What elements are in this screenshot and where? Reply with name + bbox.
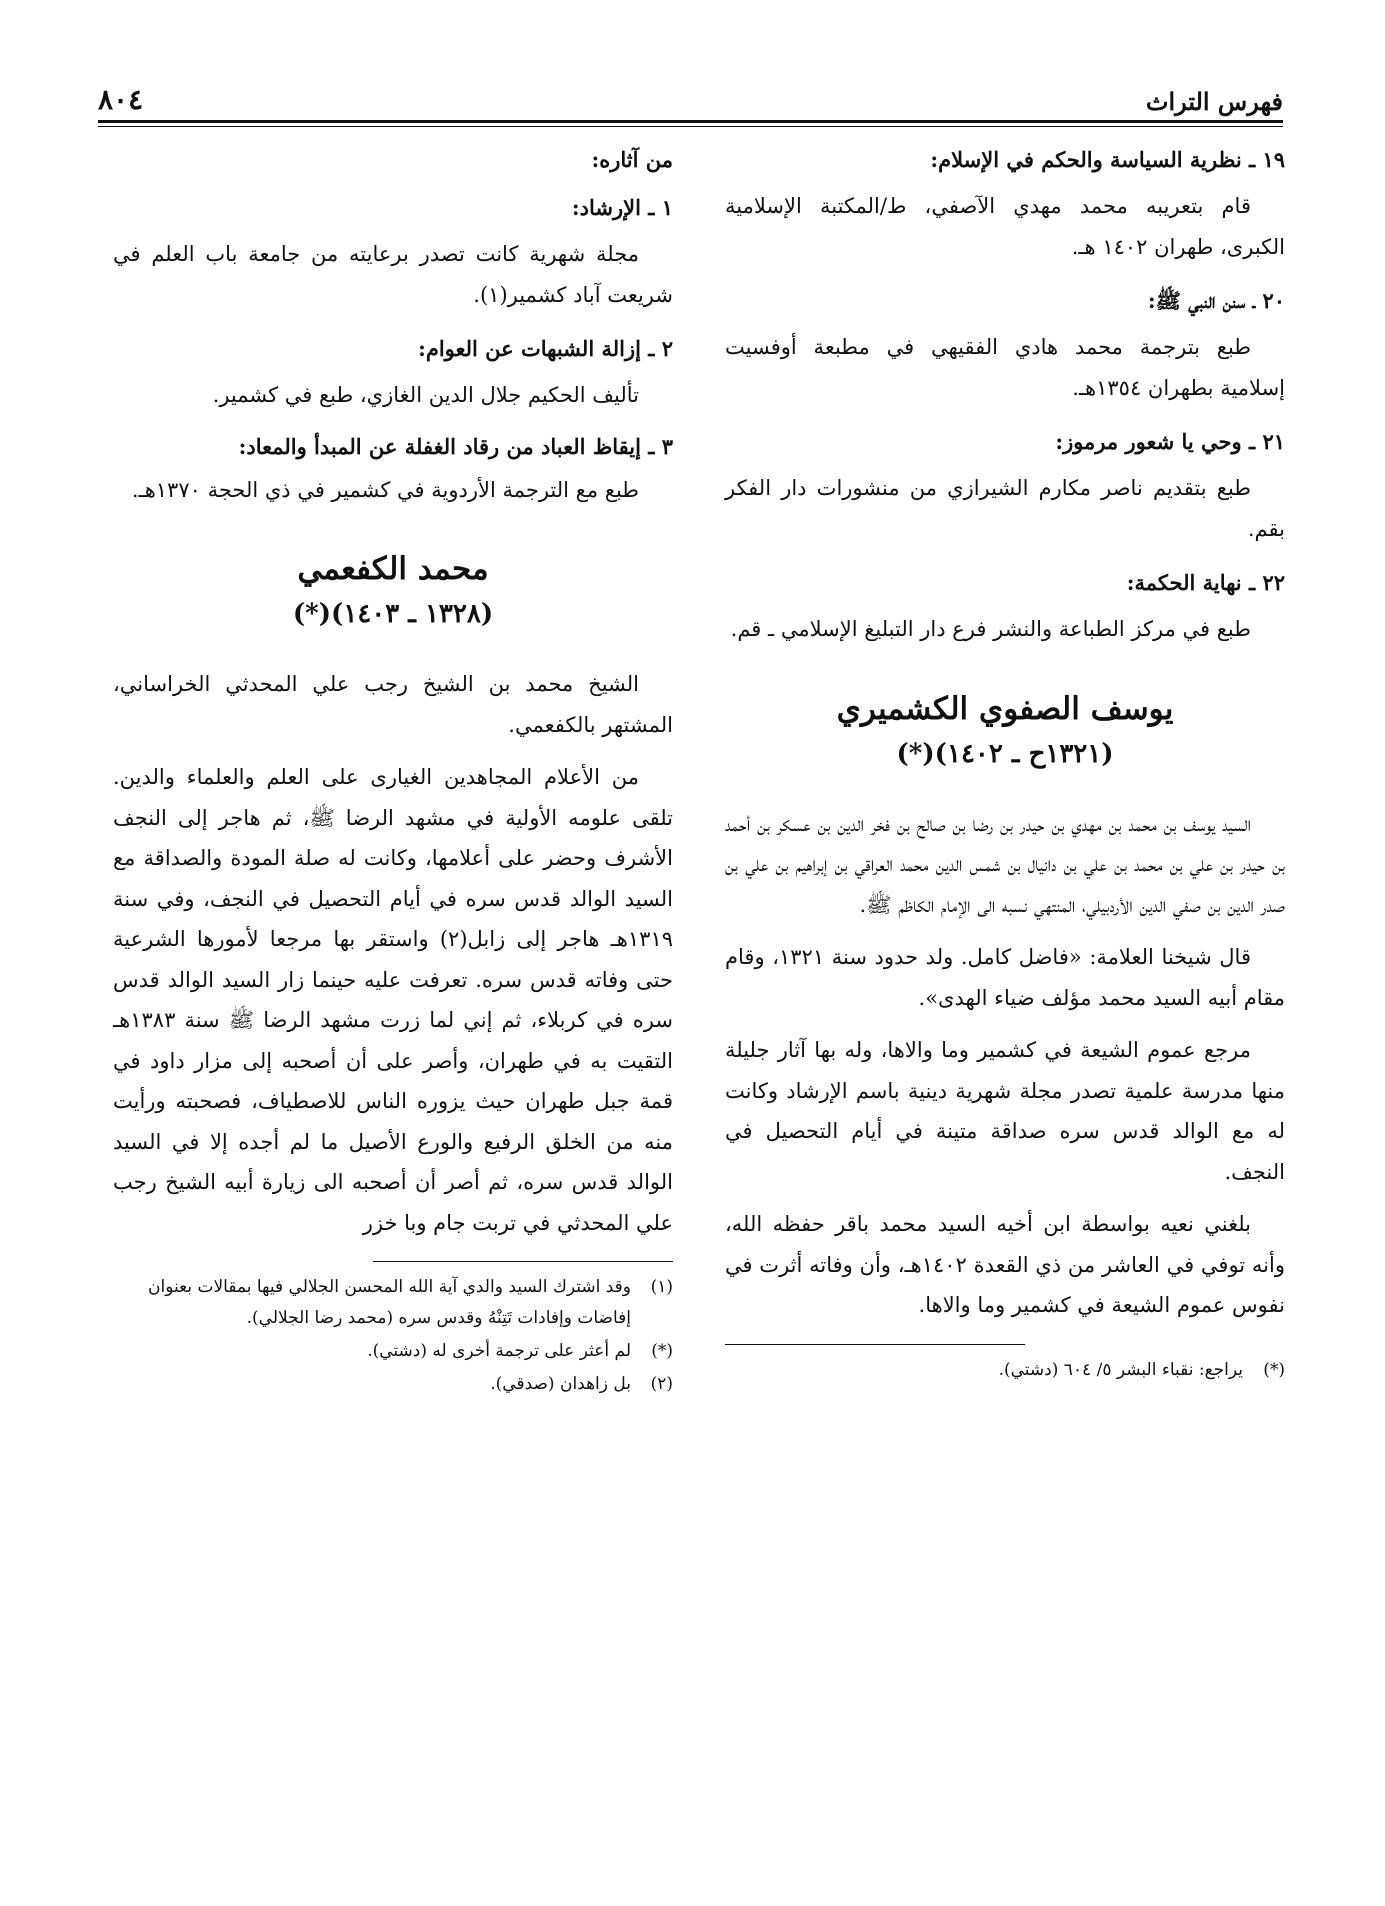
biography-dates: (١٣٢١ح ـ ١٤٠٢)(*) [896, 738, 1114, 769]
footnote-text: لم أعثر على ترجمة أخرى له (دشتي). [367, 1341, 631, 1361]
footnote [113, 1272, 673, 1334]
footnote-rule [725, 1344, 1025, 1345]
biography-paragraph: الشيخ محمد بن الشيخ رجب علي المحدثي الخراساني، المشتهر بالكفعمي. [113, 672, 673, 737]
footnote-mark: (*) [1263, 1359, 1285, 1380]
biography-paragraph: قال شيخنا العلامة: «فاضل كامل. ولد حدود سنة ١٣٢١، وقام مقام أبيه السيد محمد مؤلف ضياء الهدى». [725, 945, 1285, 1010]
running-title: فهرس التراث [1145, 87, 1283, 116]
entry-text: طبع مع الترجمة الأردوية في كشمير في ذي الحجة ١٣٧٠هـ. [131, 477, 639, 502]
biography-title: محمد الكفعمي [297, 551, 489, 587]
biography-paragraph: بلغني نعيه بواسطة ابن أخيه السيد محمد باقر حفظه الله، وأنه توفي في العاشر من ذي القعدة ١٤٠٢هـ، وأن وفاته أثرت في نفوس عموم الشيعة في كشمير وما والاها. [725, 1212, 1285, 1317]
footnote-mark: (١) [650, 1277, 673, 1297]
entry-text: طبع في مركز الطباعة والنشر فرع دار التبليغ الإسلامي ـ قم. [730, 617, 1251, 641]
left-column [113, 138, 673, 1402]
entry-text: قام بتعريبه محمد مهدي الآصفي، ط/المكتبة الإسلامية الكبرى، طهران ١٤٠٢ هـ. [725, 194, 1285, 259]
page-header [98, 72, 1283, 116]
footnote [113, 1369, 673, 1400]
right-column [725, 138, 1285, 1388]
entry-heading: ١ ـ الإرشاد: [571, 195, 673, 220]
footnote-text: وقد اشترك السيد والدي آية الله المحسن الجلالي فيها بمقالات بعنوان إفاضات وإفادات تَتِنْهُ وقدس سره (محمد رضا الجلالي). [147, 1277, 631, 1328]
footnote-mark: (٢) [650, 1374, 673, 1394]
footnote [113, 1336, 673, 1367]
entry-heading: ٢٢ ـ نهاية الحكمة: [1126, 570, 1285, 595]
biography-dates: (١٣٢٨ ـ ١٤٠٣)(*) [292, 599, 494, 629]
footnote-text: يراجع: نقباء البشر ٥/ ٦٠٤ (دشتي). [998, 1359, 1243, 1380]
biography-paragraph: مرجع عموم الشيعة في كشمير وما والاها، وله بها آثار جليلة منها مدرسة علمية تصدر مجلة شهرية دينية باسم الإرشاد وكانت له مع الوالد قدس سره صداقة متينة في أيام التحصيل في النجف. [725, 1038, 1285, 1184]
header-rule [98, 120, 1283, 123]
biography-title: يوسف الصفوي الكشميري [836, 690, 1174, 727]
header-rule-thin [98, 126, 1283, 127]
entry-heading: ٣ ـ إيقاظ العباد من رقاد الغفلة عن المبدأ والمعاد: [238, 433, 673, 459]
page-number: ٨٠٤ [98, 83, 144, 116]
entry-heading: ٢١ ـ وحي يا شعور مرموز: [1055, 429, 1285, 454]
entry-heading: ٢ ـ إزالة الشبهات عن العوام: [418, 336, 673, 361]
biography-paragraph: من الأعلام المجاهدين الغيارى على العلم والعلماء والدين. تلقى علومه الأولية في مشهد الرضا ﷺ، ثم هاجر إلى النجف الأشرف وحضر على أعلامها، وكانت له صلة المودة والصداقة مع السيد الوالد قدس سره في أيام التحصيل في النجف، وفي سنة ١٣١٩هـ هاجر إلى زابل(٢) واستقر بها مرجعا لأمورها الشرعية حتى وفاته قدس سره. تعرفت عليه حينما زار السيد الوالد قدس سره في كربلاء، ثم إني لما زرت مشهد الرضا ﷺ سنة ١٣٨٣هـ التقيت به في طهران، وأصر على أن أصحبه إلى مزار داود في قمة جبل طهران حيث يزوره الناس للاصطياف، فصحبته ورأيت منه من الخلق الرفيع والورع الأصيل ما لم أجده إلا في السيد الوالد قدس سره، ثم أصر أن أصحبه الى زيارة أبيه الشيخ رجب علي المحدثي في تربت جام وبا خزر [113, 765, 674, 1235]
biography-paragraph: السيد يوسف بن محمد بن مهدي بن حيدر بن رضا بن صالح بن فخر الدين بن عسكر بن أحمد بن حيدر بن علي بن محمد بن علي بن دانيال بن شمس الدين محمد العراقي بن إبراهيم بن علي بن صدر الدين بن صفي الدين الأردبيلي، المنتهي نسبه الى الإمام الكاظم ﷺ. [725, 811, 1285, 917]
footnote-text: بل زاهدان (صدقي). [490, 1374, 631, 1394]
footnote-mark: (*) [651, 1341, 673, 1361]
entry-text: طبع بتقديم ناصر مكارم الشيرازي من منشورات دار الفكر بقم. [725, 476, 1285, 541]
entry-heading: ٢٠ ـ سنن النبي ﷺ: [1147, 288, 1285, 313]
entry-text: تأليف الحكيم جلال الدين الغازي، طبع في كشمير. [212, 383, 639, 407]
entry-heading: ١٩ ـ نظرية السياسة والحكم في الإسلام: [930, 147, 1285, 172]
footnote [725, 1355, 1285, 1386]
works-heading: من آثاره: [591, 147, 673, 172]
entry-text: مجلة شهرية كانت تصدر برعايته من جامعة باب العلم في شريعت آباد كشمير(١). [113, 242, 673, 307]
entry-text: طبع بترجمة محمد هادي الفقيهي في مطبعة أوفسيت إسلامية بطهران ١٣٥٤هـ. [725, 335, 1285, 400]
footnote-rule [373, 1261, 673, 1262]
